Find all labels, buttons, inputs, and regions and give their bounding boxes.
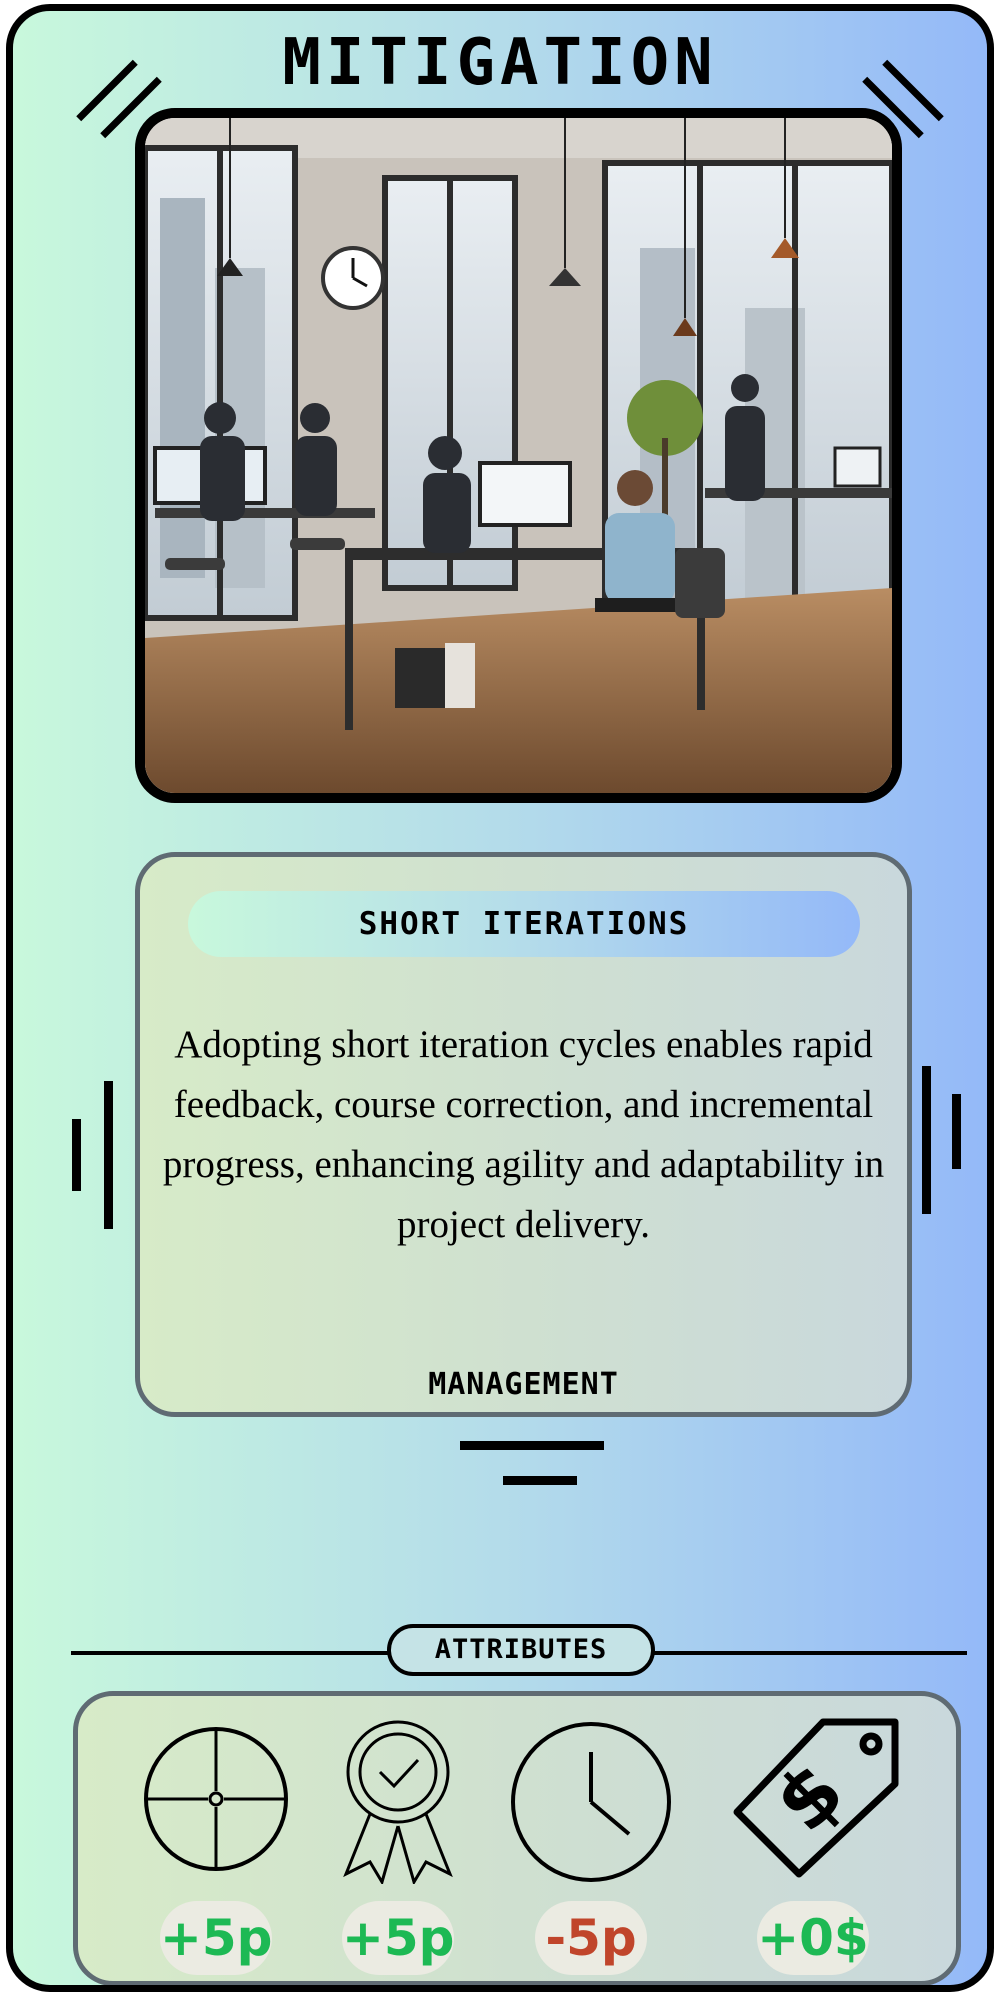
- attribute-item: [723, 1696, 903, 1986]
- attribute-item: [501, 1696, 681, 1986]
- price-tag-icon: [723, 1714, 903, 1884]
- side-bar-right: [952, 1094, 961, 1169]
- attributes-panel: [73, 1691, 961, 1986]
- attribute-value: +5p: [160, 1901, 272, 1975]
- attribute-item: [126, 1696, 306, 1986]
- divider-bar: [460, 1441, 604, 1450]
- clock-icon: [501, 1714, 681, 1884]
- side-bar-right: [922, 1066, 931, 1214]
- card-name: SHORT ITERATIONS: [188, 891, 860, 957]
- attribute-value: +5p: [342, 1901, 454, 1975]
- card-illustration: [135, 108, 902, 803]
- attribute-value: -5p: [535, 1901, 647, 1975]
- side-bar-left: [104, 1081, 113, 1229]
- award-badge-icon: [308, 1714, 488, 1884]
- office-team-illustration: [145, 118, 892, 793]
- mitigation-card[interactable]: [6, 4, 994, 1992]
- crosshair-icon: [126, 1714, 306, 1884]
- divider-bar: [503, 1476, 577, 1485]
- card-info-panel: [135, 852, 912, 1417]
- card-category: MANAGEMENT: [428, 1367, 619, 1402]
- side-bar-left: [72, 1119, 81, 1191]
- svg-text:$: $: [756, 1744, 862, 1850]
- card-description: Adopting short iteration cycles enables rapid feedback, course correction, and incremental progress, enhancing agility and adaptability in project delivery.: [162, 1023, 885, 1246]
- card-type-title: MITIGATION: [282, 26, 718, 100]
- attribute-item: [308, 1696, 488, 1986]
- attribute-value: +0$: [757, 1901, 869, 1975]
- attributes-label: ATTRIBUTES: [387, 1624, 655, 1676]
